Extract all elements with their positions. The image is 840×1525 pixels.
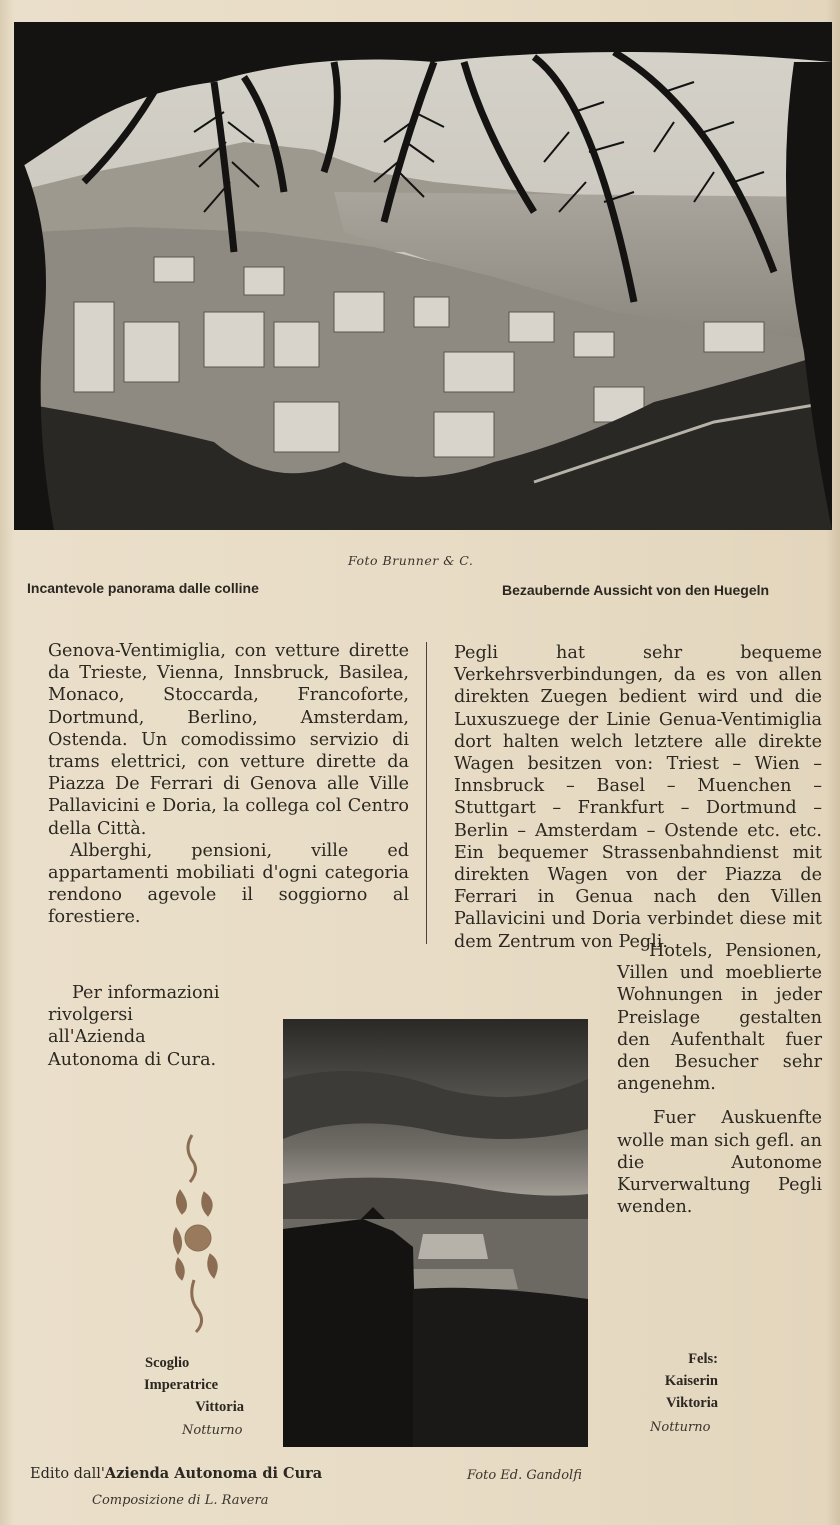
photo-label-german-line: Kaiserin bbox=[664, 1373, 718, 1389]
italian-paragraph: Genova-Ventimiglia, con vetture dirette da Trieste, Vienna, Innsbruck, Basilea, Monaco, Stoccarda, Francoforte, Dortmund, Berlino, Amsterdam, Ostenda. Un comodissimo servizio di trams elettrici, con vetture dirette da Piazza De Ferrari di Genova alle Ville Pallavicini e Doria, la collega col Centro della Città. bbox=[48, 641, 409, 839]
german-paragraph: Pegli hat sehr bequeme Verkehrsverbindungen, da es von allen direkten Zuegen bedient wird und die Luxuszuege der Linie Genua-Ventimiglia dort halten welch letztere alle direkte Wagen besitzen von: Triest – Wien – Innsbruck – Basel – Muenchen – Stuttgart – Frankfurt – Dortmund – Berlin – Amsterdam – Ostende etc. etc. Ein bequemer Strassenbahndienst mit direkten Wagen von der Piazza de Ferrari in Genua nach den Villen Pallavicini und Doria verbindet diese mit dem Zentrum von Pegli. bbox=[454, 643, 822, 952]
caption-german: Bezaubernde Aussicht von den Huegeln bbox=[502, 582, 770, 598]
night-sea-photo bbox=[283, 1019, 588, 1447]
publisher-line bbox=[30, 1465, 322, 1482]
german-text-column bbox=[454, 642, 822, 953]
italian-paragraph: Alberghi, pensioni, ville ed appartamenti mobiliati d'ogni categoria rendono agevole il soggiorno al forestiere. bbox=[48, 840, 409, 928]
photo-label-german-line: Fels: bbox=[688, 1351, 718, 1367]
panorama-photo bbox=[14, 22, 832, 530]
caption-italian: Incantevole panorama dalle colline bbox=[27, 580, 259, 596]
publisher-prefix: Edito dall' bbox=[30, 1466, 105, 1482]
photo-sub-italian: Notturno bbox=[182, 1423, 243, 1438]
photo-label-italian bbox=[100, 1352, 244, 1418]
photo-label-italian-line: Imperatrice bbox=[144, 1377, 219, 1393]
italian-text-column bbox=[48, 640, 409, 929]
column-divider bbox=[426, 642, 427, 944]
photo-label-italian-line: Vittoria bbox=[195, 1399, 244, 1415]
top-photo-credit: Foto Brunner & C. bbox=[348, 553, 474, 568]
german-paragraph: Fuer Auskuenfte wolle man sich gefl. an die Autonome Kurverwaltung Pegli wenden. bbox=[617, 1108, 822, 1218]
italian-info-text: Per informazioni rivolgersi all'Azienda Autonoma di Cura. bbox=[48, 983, 220, 1070]
photo-label-german-line: Viktoria bbox=[666, 1395, 718, 1411]
photo-label-german bbox=[646, 1348, 718, 1414]
bottom-photo-credit: Foto Ed. Gandolfi bbox=[467, 1468, 582, 1483]
photo-sub-german: Notturno bbox=[650, 1420, 711, 1435]
composition-credit: Composizione di L. Ravera bbox=[92, 1493, 269, 1508]
publisher-name: Azienda Autonoma di Cura bbox=[104, 1465, 323, 1482]
photo-label-italian-line: Scoglio bbox=[145, 1355, 190, 1371]
german-text-column-narrow bbox=[617, 940, 822, 1218]
italian-info bbox=[48, 982, 236, 1071]
floral-ornament bbox=[168, 1130, 224, 1335]
german-paragraph: Hotels, Pensionen, Villen und moeblierte Wohnungen in jeder Preislage gestalten den Aufenthalt fuer den Besucher sehr angenehm. bbox=[617, 941, 822, 1095]
